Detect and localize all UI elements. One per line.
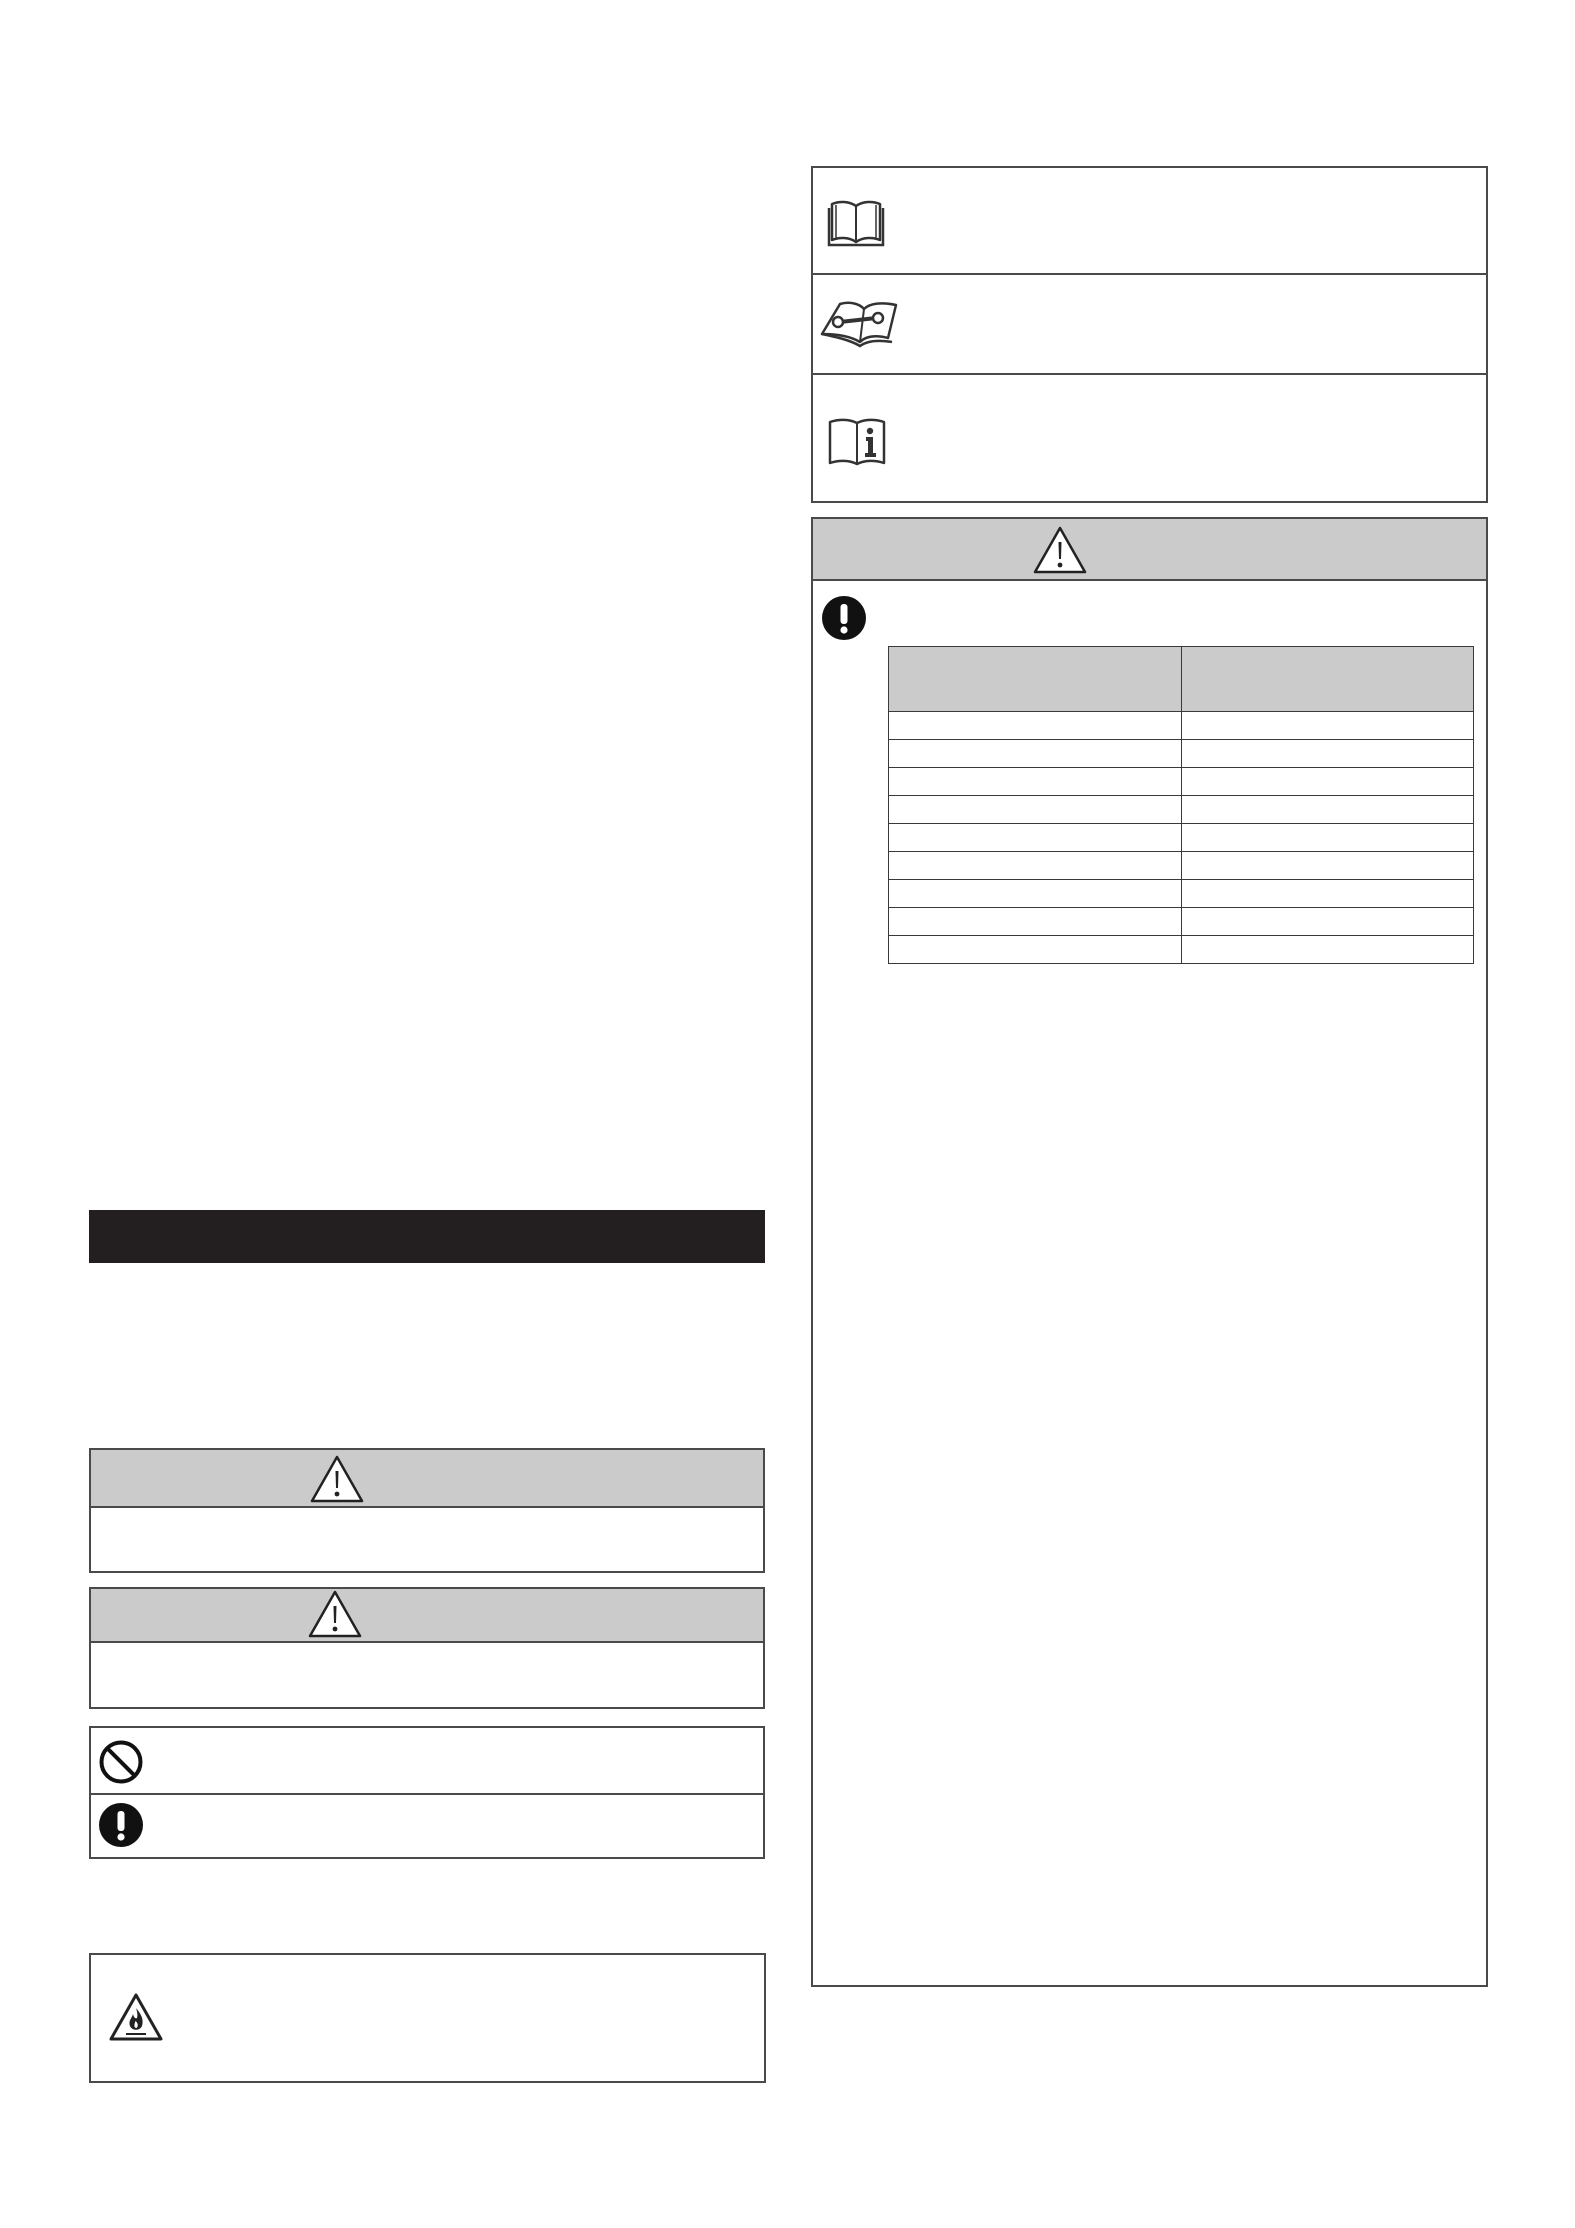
flammable-warning-icon <box>108 1992 164 2042</box>
table-row <box>889 740 1474 768</box>
table-header-row <box>889 647 1474 712</box>
table-cell <box>1181 712 1474 740</box>
flammable-notice-box <box>89 1953 766 2083</box>
table-row <box>889 796 1474 824</box>
warning-triangle-icon <box>1032 525 1088 575</box>
table-cell <box>889 796 1182 824</box>
warning-signal-box <box>89 1587 765 1709</box>
prohibition-row <box>91 1728 763 1795</box>
mandatory-row <box>91 1794 763 1857</box>
mandatory-action-icon <box>98 1802 144 1848</box>
table-cell <box>889 908 1182 936</box>
mandatory-action-icon <box>821 595 867 641</box>
section-heading-bar <box>89 1210 765 1263</box>
refrigerant-warning-box <box>811 517 1488 1987</box>
table-row <box>889 880 1474 908</box>
warning-triangle-icon <box>307 1589 363 1639</box>
manual-symbols-box <box>811 166 1488 503</box>
table-cell <box>889 852 1182 880</box>
table-cell <box>889 740 1182 768</box>
table-row <box>889 852 1474 880</box>
warning-signal-header <box>813 519 1486 581</box>
prohibition-icon <box>98 1739 144 1785</box>
table-cell <box>889 712 1182 740</box>
table-row <box>889 908 1474 936</box>
table-cell <box>889 768 1182 796</box>
table-header-cell <box>1181 647 1474 712</box>
table-cell <box>1181 796 1474 824</box>
table-header-cell <box>889 647 1182 712</box>
table-cell <box>889 880 1182 908</box>
table-row <box>889 768 1474 796</box>
table-cell <box>1181 936 1474 964</box>
table-cell <box>1181 880 1474 908</box>
symbol-legend-box <box>89 1726 765 1859</box>
operation-manual-row <box>813 168 1486 275</box>
table-cell <box>1181 824 1474 852</box>
table-cell <box>1181 740 1474 768</box>
danger-signal-box <box>89 1448 765 1573</box>
table-row <box>889 824 1474 852</box>
table-cell <box>1181 768 1474 796</box>
table-cell <box>1181 908 1474 936</box>
information-manual-row <box>813 374 1486 501</box>
info-manual-icon <box>827 417 887 467</box>
table-cell <box>889 824 1182 852</box>
warning-signal-header <box>91 1589 763 1643</box>
danger-signal-header <box>91 1450 763 1508</box>
reference-table <box>888 646 1474 964</box>
table-row <box>889 712 1474 740</box>
service-manual-row <box>813 274 1486 375</box>
table-cell <box>889 936 1182 964</box>
service-manual-icon <box>818 298 902 348</box>
table-cell <box>1181 852 1474 880</box>
warning-triangle-icon <box>309 1454 365 1504</box>
open-book-icon <box>827 198 885 248</box>
table-row <box>889 936 1474 964</box>
